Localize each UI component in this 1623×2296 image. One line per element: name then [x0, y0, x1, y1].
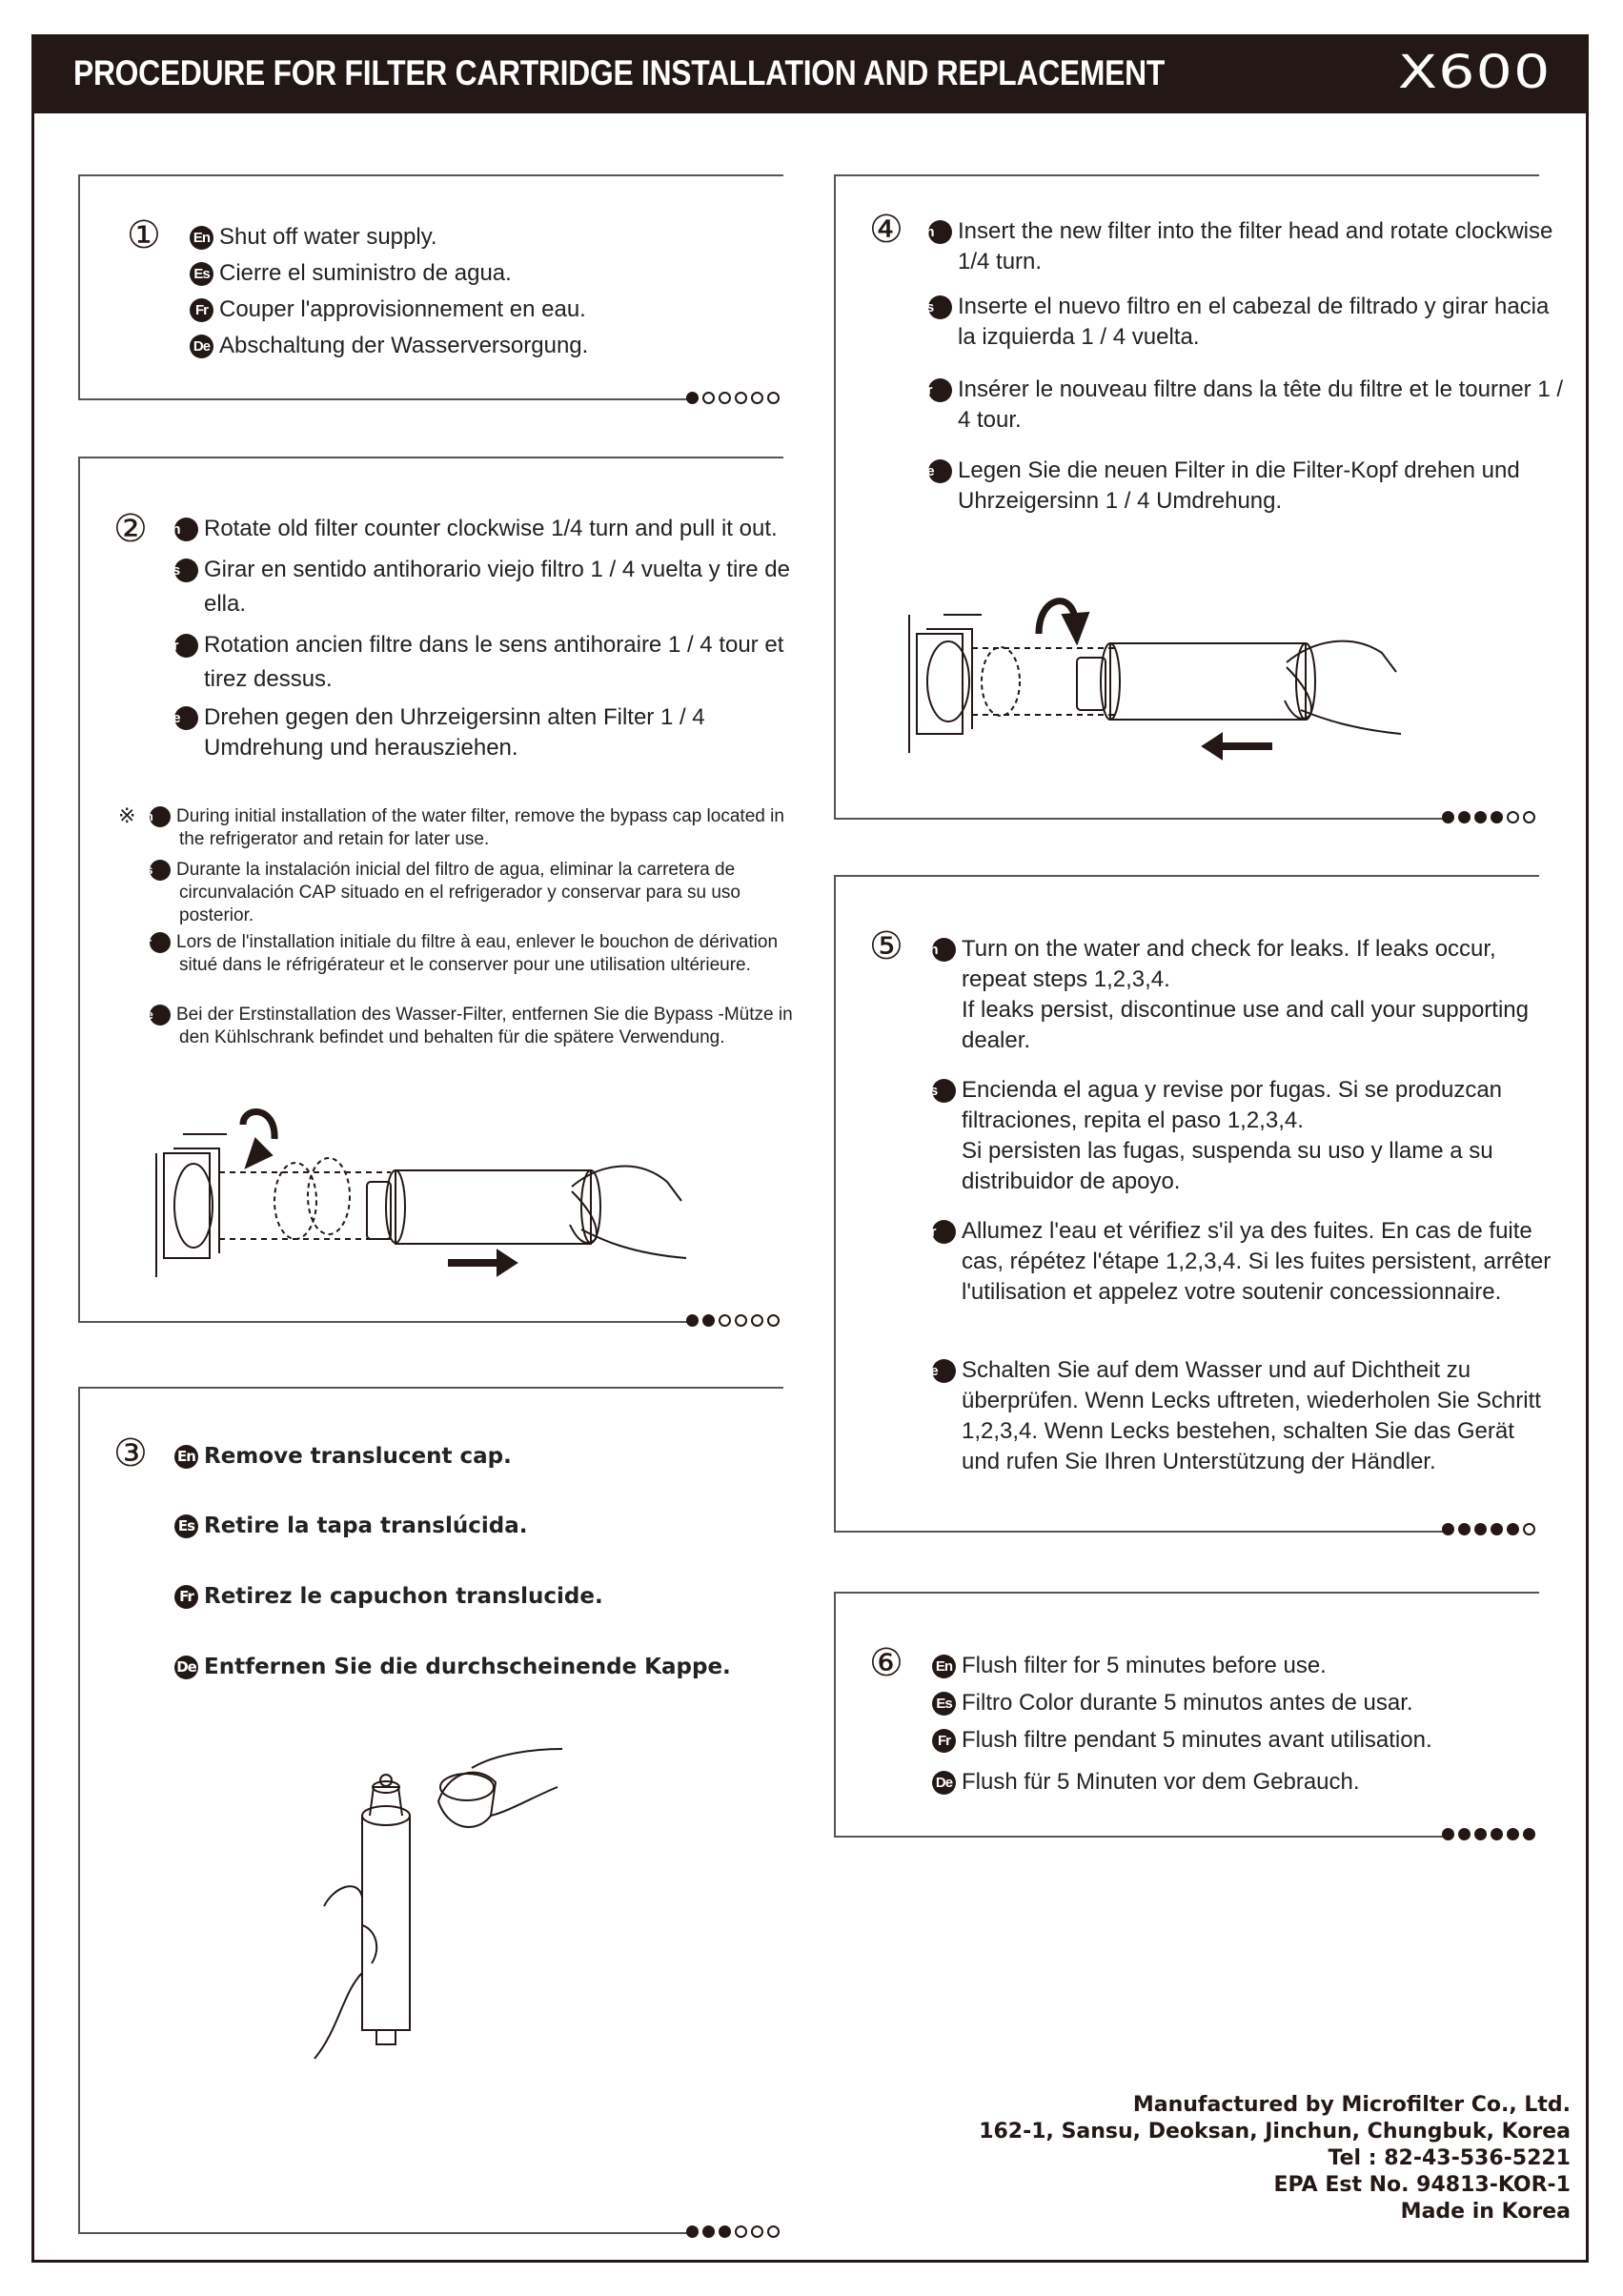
lang-badge-en: En	[932, 938, 956, 962]
step-3-es: Es Retire la tapa translúcida.	[174, 1511, 527, 1541]
counterclockwise-arrow-icon	[243, 1111, 274, 1139]
step-3-en: En Remove translucent cap.	[174, 1441, 512, 1472]
lang-badge-en: En	[174, 518, 198, 541]
progress-dot	[751, 1314, 763, 1327]
progress-dot	[767, 392, 780, 404]
lang-badge-fr: Fr	[928, 378, 952, 402]
lang-badge-de: De	[190, 335, 213, 358]
step-2-de: De Drehen gegen den Uhrzeigersinn alten Filter 1 / 4 Umdrehung und herausziehen.	[163, 704, 705, 761]
step-4-es: Es Inserte el nuevo filtro en el cabezal de filtrado y girar hacia la izquierda 1 / 4 vuelta.	[917, 294, 1550, 350]
hand-right-outline	[472, 1749, 562, 1816]
lang-badge-en: En	[174, 1445, 198, 1469]
step-6-en: En Flush filter for 5 minutes before use.	[932, 1651, 1327, 1681]
progress-dot	[735, 392, 747, 404]
lang-badge-es: Es	[190, 262, 213, 286]
progress-dot	[735, 1314, 747, 1327]
note-mark: ※	[118, 803, 136, 827]
progress-dot	[702, 1314, 715, 1327]
lang-badge-de: De	[174, 1656, 198, 1679]
step-6-progress	[1442, 1828, 1535, 1840]
progress-dot	[1474, 811, 1487, 823]
lang-badge-fr: Fr	[932, 1220, 956, 1244]
step-3-fr: Fr Retirez le capuchon translucide.	[174, 1581, 603, 1612]
progress-dot	[702, 392, 715, 404]
remove-filter-illustration	[152, 1096, 686, 1296]
progress-dot	[1507, 811, 1519, 823]
filter-cartridge	[362, 1816, 410, 2030]
epa-number: EPA Est No. 94813-KOR-1	[1273, 2173, 1571, 2197]
progress-dot	[719, 1314, 731, 1327]
step-2-note-en: En During initial installation of the water filter, remove the bypass cap located in the refrigerator and retain for later use.	[138, 806, 784, 849]
lang-badge-fr: Fr	[150, 932, 171, 953]
progress-dot	[1523, 1828, 1535, 1840]
lang-badge-de: De	[932, 1359, 956, 1383]
lang-badge-de: De	[174, 706, 198, 730]
progress-dot	[1507, 1523, 1519, 1535]
step-2-note-fr: Fr Lors de l'installation initiale du filtre à eau, enlever le bouchon de dérivation situé dans le réfrigérateur et le conserver pour une utilisation ultérieure.	[140, 932, 779, 975]
progress-dot	[1442, 811, 1454, 823]
step-1-number: ①	[127, 213, 161, 257]
progress-dot	[1491, 1523, 1503, 1535]
step-4-progress	[1442, 811, 1535, 823]
step-1-es: Es Cierre el suministro de agua.	[190, 258, 512, 289]
progress-dot	[1442, 1523, 1454, 1535]
step-2-es: Es Girar en sentido antihorario viejo filtro 1 / 4 vuelta y tire de ella.	[163, 557, 790, 617]
lang-badge-es: Es	[174, 1514, 198, 1538]
progress-dot	[702, 2225, 715, 2238]
step-1-fr: Fr Couper l'approvisionnement en eau.	[190, 295, 586, 325]
lang-badge-en: En	[932, 1655, 956, 1678]
step-4-de: De Legen Sie die neuen Filter in die Filter-Kopf drehen und Uhrzeigersinn 1 / 4 Umdrehung.	[917, 457, 1520, 514]
step-2-note-es: Es Durante la instalación inicial del filtro de agua, eliminar la carretera de circunvalación CAP situado en el refrigerador y conservar para su uso posterior.	[138, 860, 740, 925]
lang-badge-de: De	[932, 1771, 956, 1795]
progress-dot	[1442, 1828, 1454, 1840]
progress-dot	[767, 2225, 780, 2238]
progress-dot	[1474, 1828, 1487, 1840]
manufacturer-address: 162-1, Sansu, Deoksan, Jinchun, Chungbuk, Korea	[979, 2120, 1571, 2144]
progress-dot	[1491, 811, 1503, 823]
lang-badge-es: Es	[932, 1079, 956, 1103]
filter-cartridge	[396, 1170, 591, 1244]
progress-dot	[1523, 811, 1535, 823]
remove-cap-illustration	[305, 1744, 572, 2059]
step-6-number: ⑥	[869, 1641, 903, 1685]
filter-cartridge	[1110, 643, 1306, 720]
step-2-fr: Fr Rotation ancien filtre dans le sens antihoraire 1 / 4 tour et tirez dessus.	[165, 632, 784, 692]
manufacturer-info	[979, 2092, 1571, 2225]
hand-left-outline	[314, 1886, 362, 2059]
lang-badge-fr: Fr	[174, 1585, 198, 1609]
step-5-es-2: Si persisten las fugas, suspenda su uso y llame a su distribuidor de apoyo.	[962, 1138, 1493, 1194]
lang-badge-fr: Fr	[190, 298, 213, 322]
step-5-fr: Fr Allumez l'eau et vérifiez s'il ya des fuites. En cas de fuite cas, répétez l'étape 1,2,3,4. Si les fuites persistent, arrêter l'utilisation et appelez votre soutenir concessionnaire.	[923, 1218, 1552, 1305]
insert-filter-illustration	[905, 577, 1458, 748]
step-2-note-de: De Bei der Erstinstallation des Wasser-Filter, entfernen Sie die Bypass -Mütze in den Kühlschrank befindet und behalten für die spätere Verwendung.	[138, 1005, 793, 1047]
lang-badge-de: De	[150, 1005, 171, 1026]
progress-dot	[767, 1314, 780, 1327]
progress-dot	[686, 1314, 699, 1327]
progress-dot	[1507, 1828, 1519, 1840]
step-6-fr: Fr Flush filtre pendant 5 minutes avant utilisation.	[932, 1725, 1432, 1756]
step-3-de: De Entfernen Sie die durchscheinende Kappe.	[174, 1652, 731, 1682]
step-5-progress	[1442, 1523, 1535, 1535]
progress-dot	[719, 2225, 731, 2238]
lang-badge-en: En	[150, 806, 171, 827]
lang-badge-en: En	[928, 220, 952, 244]
step-6-es: Es Filtro Color durante 5 minutos antes de usar.	[932, 1688, 1413, 1718]
step-3-progress	[686, 2225, 780, 2238]
step-5-de: De Schalten Sie auf dem Wasser und auf Dichtheit zu überprüfen. Wenn Lecks uftreten, wiederholen Sie Schritt 1,2,3,4. Wenn Lecks bestehen, schalten Sie das Gerät und rufen Sie Ihren Unterstützung der Händler.	[921, 1357, 1541, 1474]
step-2-en: En Rotate old filter counter clockwise 1/4 turn and pull it out.	[163, 516, 778, 541]
model-name: X600	[1397, 46, 1551, 99]
step-6-de: De Flush für 5 Minuten vor dem Gebrauch.	[932, 1767, 1360, 1798]
lang-badge-es: Es	[928, 295, 952, 319]
manufacturer-phone: Tel : 82-43-536-5221	[1328, 2146, 1571, 2170]
progress-dot	[686, 2225, 699, 2238]
progress-dot	[686, 392, 699, 404]
progress-dot	[751, 2225, 763, 2238]
progress-dot	[1458, 811, 1471, 823]
progress-dot	[751, 392, 763, 404]
step-4-fr: Fr Insérer le nouveau filtre dans la tête du filtre et le tourner 1 / 4 tour.	[919, 376, 1564, 433]
lang-badge-es: Es	[174, 559, 198, 582]
manufacturer-name: Manufactured by Microfilter Co., Ltd.	[1132, 2093, 1571, 2117]
lang-badge-fr: Fr	[932, 1729, 956, 1753]
step-2-number: ②	[113, 507, 148, 551]
step-3-number: ③	[113, 1432, 148, 1475]
step-5-en: En Turn on the water and check for leaks. If leaks occur, repeat steps 1,2,3,4.	[921, 936, 1496, 992]
step-1-de: De Abschaltung der Wasserversorgung.	[190, 331, 588, 361]
step-5-number: ⑤	[869, 924, 903, 968]
step-1-progress	[686, 392, 780, 404]
lang-badge-de: De	[928, 459, 952, 483]
progress-dot	[735, 2225, 747, 2238]
lang-badge-es: Es	[150, 860, 171, 881]
progress-dot	[1491, 1828, 1503, 1840]
progress-dot	[1458, 1523, 1471, 1535]
progress-dot	[719, 392, 731, 404]
step-2-progress	[686, 1314, 780, 1327]
origin: Made in Korea	[1400, 2200, 1571, 2224]
step-4-number: ④	[869, 208, 903, 252]
step-4-en: En Insert the new filter into the filter head and rotate clockwise 1/4 turn.	[917, 218, 1553, 274]
lang-badge-es: Es	[932, 1692, 956, 1716]
lang-badge-fr: Fr	[174, 634, 198, 658]
progress-dot	[1474, 1523, 1487, 1535]
step-1-en: En Shut off water supply.	[190, 222, 437, 253]
progress-dot	[1523, 1523, 1535, 1535]
step-5-es: Es Encienda el agua y revise por fugas. Si se produzcan filtraciones, repita el paso 1,2,3,4.	[921, 1077, 1503, 1133]
lang-badge-en: En	[190, 226, 213, 250]
page-title: PROCEDURE FOR FILTER CARTRIDGE INSTALLATION AND REPLACEMENT	[73, 53, 1166, 92]
header-bar	[31, 34, 1589, 113]
step-5-en-2: If leaks persist, discontinue use and call your supporting dealer.	[962, 997, 1529, 1053]
progress-dot	[1458, 1828, 1471, 1840]
